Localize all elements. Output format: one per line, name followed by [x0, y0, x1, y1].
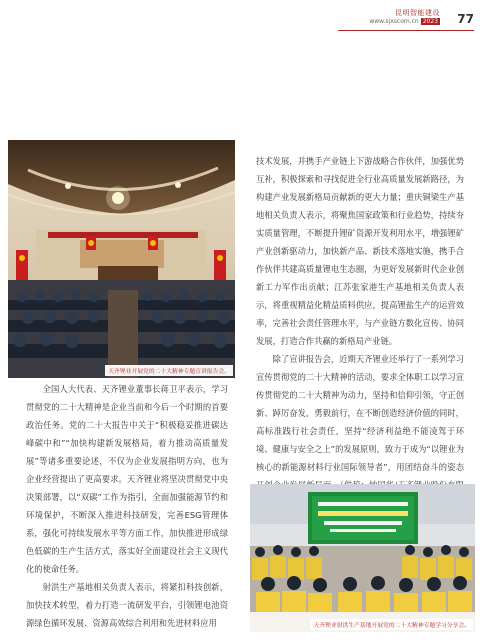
meeting-photo-image	[8, 140, 235, 378]
right-text-column	[256, 152, 464, 512]
page-number: 77	[457, 12, 474, 26]
paragraph-right-1: 技术发展，并携手产业链上下游战略合作伙伴，加强优势互补，积极探索和寻找促进全行业高质量发展新路径，为构建产业发展新格局贡献新的更大力量；重庆铜梁生产基地相关负责人表示，将聚焦国家政策和行业趋势，持续夯实质量管理，不断提升锂矿资源开发利用水平，增强锂矿产业创新驱动力，加快新产品、新技术落地实施，携手合作伙伴共建高质量锂电生态圈，为更好发展新时代企业创新工力军作出贡献；江苏张家港生产基地相关负责人表示，将重视精益化精益质料供应，提高锂盐生产的运营效率，完善社会责任管理水平，与产业链方数化宣传、协同发展，打造合作共赢的新格局产业链。	[256, 156, 464, 346]
magazine-url	[369, 18, 440, 25]
plant-photo-image	[250, 484, 475, 632]
page-header	[344, 4, 484, 32]
plant-photo-caption: 天齐锂业射洪生产基地开展党的二十大精神专题学习分享会。	[310, 619, 473, 630]
url-tag: 2023	[422, 18, 438, 25]
meeting-photo-caption: 天齐锂业开展党的二十大精神专题宣讲报告会。	[105, 365, 233, 376]
paragraph-right-2-text: 除了宣讲报告会，近期天齐锂业还举行了一系列学习宣传贯彻党的二十大精神的活动，要求全体职工以学习宣传贯彻党的二十大精神为动力，坚持和信仰引领，守正创新、踔厉奋发，勇毅前行，在不断创造经济价值的同时，高标准践行社会责任，坚持“经济利益绝不能凌驾于环境、健康与安全之上”的发展原则，致力于成为“以锂业为核心的新能源材料行业国际领导者”，用团结奋斗的姿态	[256, 354, 464, 472]
plant-photo	[250, 484, 475, 632]
paragraph-left-2: 射洪生产基地相关负责人表示，将紧扣科技创新，加快技术转型，着力打造一流研发平台，引领锂电池资源绿色循环发展、资源高效综合利用和先进材料应用	[26, 582, 228, 628]
left-text-column	[26, 380, 228, 632]
meeting-photo	[8, 140, 235, 378]
url-text: www.sjxscom.cn	[369, 18, 419, 25]
magazine-title: 昆明智能建设	[395, 9, 440, 17]
paragraph-left-1: 全国人大代表、天齐锂业董事长蒋卫平表示，学习贯彻党的二十大精神是企业当前和今后一个时期的首要政治任务。党的二十大报告中关于“积极稳妥推进碳达峰碳中和”“加快构建新发展格局，着力推动高质量发展”等诸多重要论述，不仅为企业发展指明方向，也为企业经营提出了更高要求。天齐锂业将坚决贯彻党中央决策部署，以“双碳”工作为指引，全面加强能源节约和环境保护，不断深入推进科技研发，完善ESG管理体系，强化可持续发展水平等方面工作，加快推进形成绿色低碳的生产生活方式，落实好全面建设社会主义现代化的使命任务。	[26, 384, 228, 574]
header-rule	[338, 30, 474, 31]
